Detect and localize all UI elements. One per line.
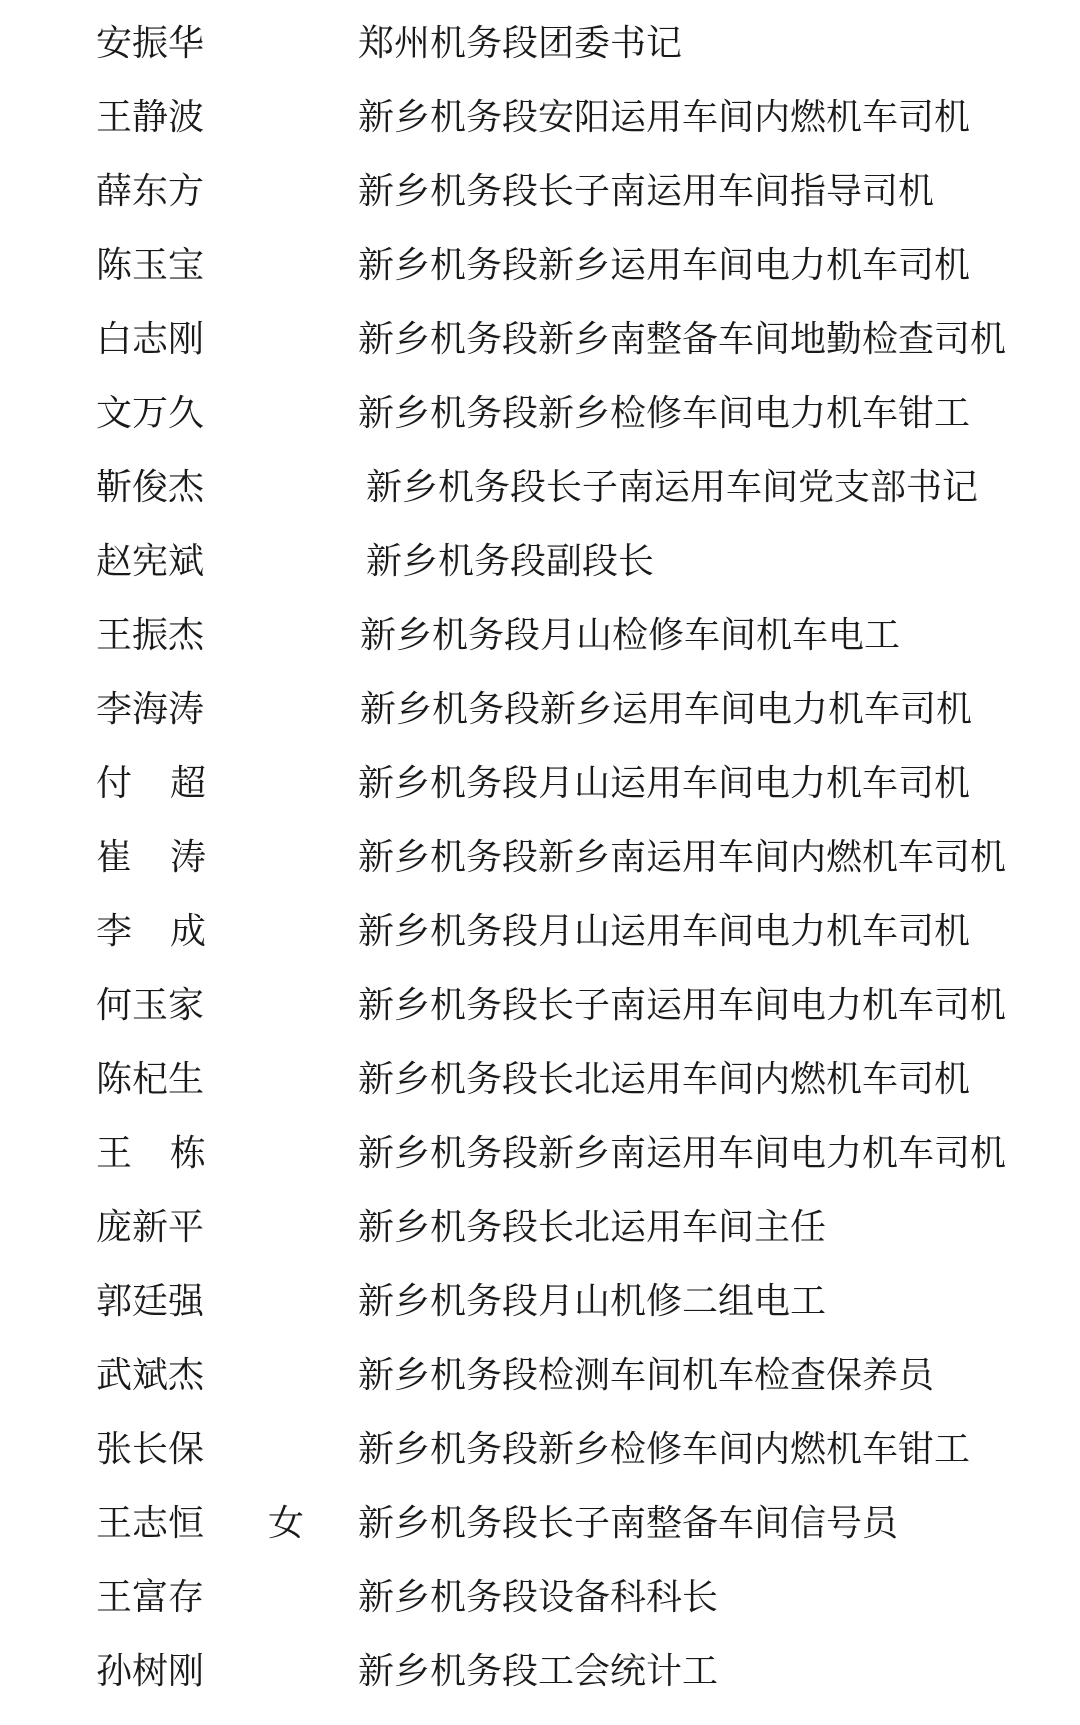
list-item — [0, 82, 1080, 156]
list-item — [0, 8, 1080, 82]
person-title: 新乡机务段月山运用车间电力机车司机 — [358, 911, 971, 952]
person-title: 新乡机务段检测车间机车检查保养员 — [358, 1355, 935, 1396]
list-item — [0, 600, 1080, 674]
person-name: 王静波 — [96, 97, 205, 138]
person-title: 新乡机务段新乡南运用车间电力机车司机 — [358, 1133, 1007, 1174]
list-item — [0, 674, 1080, 748]
person-name: 靳俊杰 — [96, 467, 205, 508]
list-item — [0, 378, 1080, 452]
list-item — [0, 304, 1080, 378]
list-item — [0, 1414, 1080, 1488]
list-item — [0, 1118, 1080, 1192]
person-title: 新乡机务段月山机修二组电工 — [358, 1281, 827, 1322]
list-item — [0, 1340, 1080, 1414]
person-gender: 女 — [268, 1503, 305, 1544]
person-name: 李成 — [96, 911, 245, 952]
person-title: 新乡机务段新乡检修车间内燃机车钳工 — [358, 1429, 971, 1470]
person-name: 庞新平 — [96, 1207, 205, 1248]
person-title: 新乡机务段设备科科长 — [358, 1577, 719, 1618]
person-title: 新乡机务段新乡南运用车间内燃机车司机 — [358, 837, 1007, 878]
list-item — [0, 896, 1080, 970]
list-item — [0, 970, 1080, 1044]
person-name: 赵宪斌 — [96, 541, 205, 582]
person-title: 新乡机务段新乡运用车间电力机车司机 — [360, 689, 973, 730]
person-name: 陈杞生 — [96, 1059, 205, 1100]
list-item — [0, 1488, 1080, 1562]
person-name: 薛东方 — [96, 171, 205, 212]
person-title: 新乡机务段长子南运用车间电力机车司机 — [358, 985, 1007, 1026]
person-name: 王志恒 — [96, 1503, 205, 1544]
person-name: 王栋 — [96, 1133, 245, 1174]
person-title: 新乡机务段长子南运用车间指导司机 — [358, 171, 935, 212]
person-name: 王富存 — [96, 1577, 205, 1618]
person-title: 新乡机务段月山运用车间电力机车司机 — [358, 763, 971, 804]
person-name: 安振华 — [96, 23, 205, 64]
person-name: 王振杰 — [96, 615, 205, 656]
list-item — [0, 452, 1080, 526]
person-name: 孙树刚 — [96, 1651, 205, 1692]
person-title: 新乡机务段工会统计工 — [358, 1651, 719, 1692]
list-item — [0, 1044, 1080, 1118]
person-title: 新乡机务段新乡检修车间电力机车钳工 — [358, 393, 971, 434]
person-name: 白志刚 — [96, 319, 205, 360]
list-item — [0, 1562, 1080, 1636]
person-title: 新乡机务段新乡南整备车间地勤检查司机 — [358, 319, 1007, 360]
person-name: 李海涛 — [96, 689, 205, 730]
person-title: 新乡机务段长北运用车间主任 — [358, 1207, 827, 1248]
person-title: 新乡机务段新乡运用车间电力机车司机 — [358, 245, 971, 286]
person-title: 新乡机务段副段长 — [366, 541, 655, 582]
list-item — [0, 822, 1080, 896]
person-name: 何玉家 — [96, 985, 205, 1026]
list-item — [0, 748, 1080, 822]
person-name: 文万久 — [96, 393, 205, 434]
person-title: 郑州机务段团委书记 — [358, 23, 683, 64]
person-title: 新乡机务段长北运用车间内燃机车司机 — [358, 1059, 971, 1100]
person-title: 新乡机务段月山检修车间机车电工 — [360, 615, 901, 656]
person-name: 崔涛 — [96, 837, 245, 878]
person-title: 新乡机务段长子南运用车间党支部书记 — [366, 467, 979, 508]
person-name: 陈玉宝 — [96, 245, 205, 286]
person-name: 张长保 — [96, 1429, 205, 1470]
person-title: 新乡机务段长子南整备车间信号员 — [358, 1503, 899, 1544]
person-title: 新乡机务段安阳运用车间内燃机车司机 — [358, 97, 971, 138]
list-item — [0, 526, 1080, 600]
person-name: 付超 — [96, 763, 245, 804]
list-item — [0, 1266, 1080, 1340]
list-item — [0, 1636, 1080, 1710]
list-item — [0, 230, 1080, 304]
person-name: 武斌杰 — [96, 1355, 205, 1396]
list-item — [0, 156, 1080, 230]
list-item — [0, 1192, 1080, 1266]
person-name: 郭廷强 — [96, 1281, 205, 1322]
